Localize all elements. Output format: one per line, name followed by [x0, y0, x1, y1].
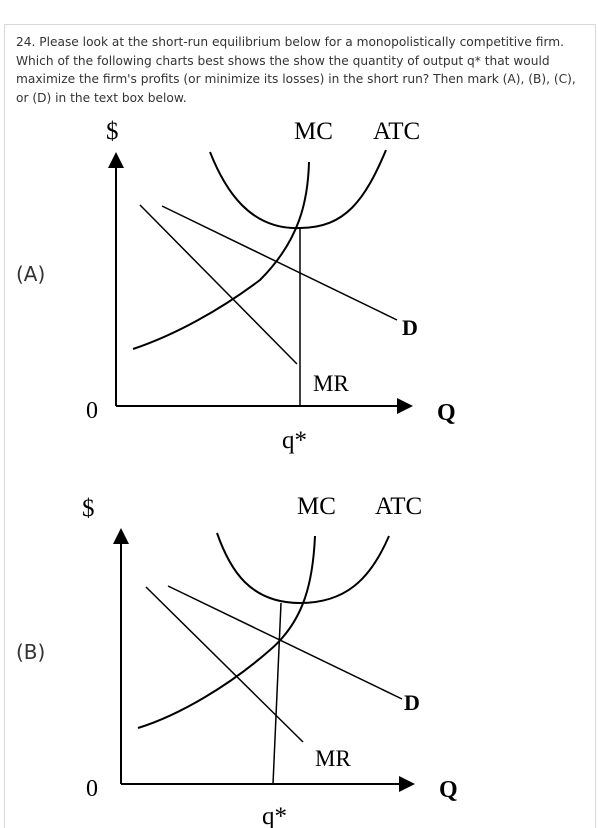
- mc-curve: [133, 162, 309, 349]
- origin-label: 0: [86, 398, 98, 424]
- x-axis-label: Q: [437, 400, 456, 426]
- mc-curve: [138, 536, 315, 728]
- q-star-line: [273, 603, 281, 784]
- atc-label: ATC: [373, 118, 421, 145]
- mr-label: MR: [315, 746, 351, 771]
- atc-label: ATC: [375, 493, 423, 520]
- demand-label: D: [402, 315, 418, 340]
- demand-label: D: [404, 690, 420, 715]
- q-star-label: q*: [262, 803, 287, 828]
- mc-label: MC: [297, 493, 336, 520]
- graph-b: [0, 470, 598, 828]
- option-b-label: (B): [16, 640, 46, 664]
- x-axis-label: Q: [439, 777, 458, 803]
- q-star-label: q*: [282, 427, 307, 454]
- y-axis-label: $: [106, 118, 119, 145]
- atc-curve: [210, 150, 386, 228]
- mc-label: MC: [294, 118, 333, 145]
- mr-curve: [140, 205, 297, 364]
- mr-curve: [146, 587, 303, 742]
- option-a-label: (A): [16, 262, 46, 286]
- y-axis-label: $: [82, 495, 95, 522]
- atc-curve: [217, 533, 389, 603]
- question-text: 24. Please look at the short-run equilibrium below for a monopolistically competitive firm. Which of the following charts best shows the show the quantity of output q* that would maximize the firm's profits (or minimize its losses) in the short run? Then mark (A), (B), (C), or (D) in the text box below.: [16, 35, 576, 105]
- origin-label: 0: [86, 776, 98, 802]
- mr-label: MR: [313, 371, 349, 396]
